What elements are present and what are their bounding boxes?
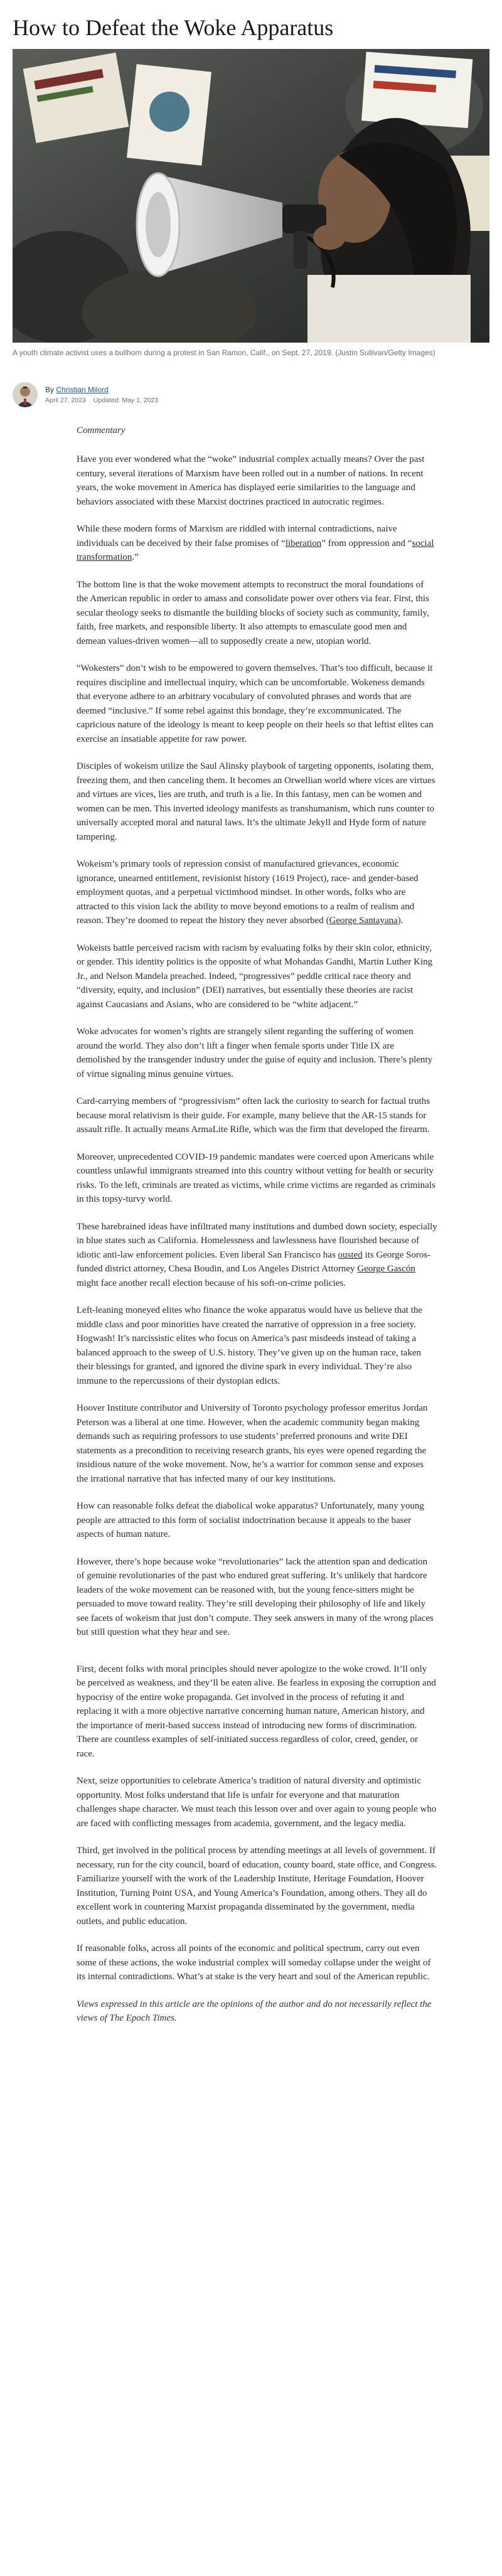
george-santayana-link[interactable]: George Santayana <box>329 916 398 926</box>
updated-date: Updated: May 1, 2023 <box>93 397 159 404</box>
text-run: might face another recall election because of his soft-on-crime policies. <box>77 1278 346 1288</box>
paragraph: Disciples of wokeism utilize the Saul Alinsky playbook of targeting opponents, isolating them, freezing them, and then canceling them. It becomes an Orwellian world where vices are virtues and virtues are vices, lies are truth, and truth is a lie. In this fantasy, men can be women and women can be men. This inverted ideology manifests as transhumanism, which runs counter to universally accepted moral and natural laws. It’s the ultimate Jekyll and Hyde form of nature tampering. <box>77 761 435 842</box>
hero-caption: A youth climate activist uses a bullhorn during a protest in San Ramon, Calif., on Sept. 27, 2019. (Justin Sullivan/Getty Images) <box>13 348 435 357</box>
text-run: .” <box>132 552 139 562</box>
article-dates <box>45 397 158 404</box>
paragraph: If reasonable folks, across all points of the economic and political spectrum, carry out even some of these actions, the woke industrial complex will someday collapse under the weight of its internal contradictions. What’s at stake is the very heart and soul of the American republic. <box>77 1943 431 1982</box>
text-run: While these modern forms of Marxism are riddled with internal contradictions, naive individuals can be deceived by their false promises of “ <box>77 524 397 548</box>
article-body <box>77 425 437 2026</box>
paragraph: Woke advocates for women’s rights are strangely silent regarding the suffering of women around the world. They also don’t lift a finger when female sports under Title IX are demolished by the transgender industry under the guise of equity and inclusion. There’s plenty of virtue signaling minus genuine virtues. <box>77 1027 433 1079</box>
paragraph <box>77 522 437 565</box>
paragraph: “Wokesters” don’t wish to be empowered to govern themselves. That’s too difficult, because it requires discipline and intellectual inquiry, which can be uncomfortable. Wokeness demands that everyone adhere to an arbitrary vocabulary of convoluted phrases and words that are deemed “inclusive.” If some rebel against this bondage, they’re excommunicated. The capricious nature of the ideology is meant to keep people on their heels so that leftist elites can exercise an insatiable appetite for raw power. <box>77 663 434 744</box>
author-link[interactable]: Christian Milord <box>56 385 109 394</box>
author-prefix: By <box>45 385 55 394</box>
byline <box>13 380 489 409</box>
text-run: Wokeism’s primary tools of repression consist of manufactured grievances, economic ignorance, unearned entitlement, revisionist history (1619 Project), race- and gender-based employment quotas, and a perpetual victimhood mindset. In other words, folks who are attracted to this vision lack the ability to move beyond emotions to a realm of realism and reason. They’re doomed to repeat the history they never absorbed ( <box>77 859 419 926</box>
paragraph: Next, seize opportunities to celebrate America’s tradition of natural diversity and optimistic opportunity. Most folks understand that life is unfair for everyone and that maturation challenges shape character. We must teach this lesson over and over again to young people who are faced with conflicting messages from academia, government, and the legacy media. <box>77 1776 437 1829</box>
paragraph: First, decent folks with moral principles should never apologize to the woke crowd. It’ll only be perceived as weakness, and they’ll be eaten alive. Be fearless in exposing the corruption and hypocrisy of the entire woke propaganda. Get involved in the process of refuting it and replacing it with a more objective narrative concerning human nature, American history, and the importance of merit-based success instead of introducing new forms of discrimination. There are countless examples of self-initiated success regardless of color, creed, gender, or race. <box>77 1664 436 1759</box>
paragraph: Third, get involved in the political process by attending meetings at all levels of government. If necessary, run for the city council, board of education, county board, state office, and Congress. Familiarize yourself with the work of the Leadership Institute, Heritage Foundation, Hoover Institution, Turning Point USA, and Young America’s Foundation, among others. They all do excellent work in countering Marxist propaganda disseminated by the government, media outlets, and public education. <box>77 1846 437 1927</box>
text-run: ). <box>397 916 403 926</box>
paragraph <box>77 1220 437 1291</box>
paragraph: The bottom line is that the woke movement attempts to reconstruct the moral foundations of the American republic in order to amass and consolidate power over others via fear. First, this secular theology seeks to dismantle the building blocks of society such as community, family, faith, free markets, and responsible liberty. It also attempts to emasculate good men and demean values-driven women—all to supposedly create a new, utopian world. <box>77 579 429 646</box>
paragraph: Have you ever wondered what the “woke” industrial complex actually means? Over the past century, several iterations of Marxism have been rolled out in a number of nations. In recent years, the woke movement in America has displayed eerie similarities to the language and behaviors associated with these Marxist doctrines practiced in autocratic regimes. <box>77 454 425 507</box>
text-run: ” from oppression and “ <box>321 538 412 548</box>
published-date: April 27, 2023 <box>45 397 86 404</box>
social-transformation-link[interactable]: social transformation <box>77 538 434 562</box>
author-avatar[interactable] <box>13 382 38 407</box>
byline-text <box>45 385 158 404</box>
disclaimer: Views expressed in this article are the opinions of the author and do not necessarily reflect the views of The Epoch Times. <box>77 1999 432 2023</box>
paragraph: Wokeists battle perceived racism with racism by evaluating folks by their skin color, ethnicity, or gender. This identity politics is the opposite of what Mohandas Gandhi, Martin Luther King Jr., and Nelson Mandela preached. Indeed, “progressives” peddle critical race theory and “diversity, equity, and inclusion” (DEI) narratives, but essentially these theories are racist against Caucasians and Asians, who are considered to be “white adjacent.” <box>77 943 433 1010</box>
paragraph: Hoover Institute contributor and University of Toronto psychology professor emeritus Jordan Peterson was a liberal at one time. However, when the academic community began making demands such as requiring professors to use students’ preferred pronouns and write DEI statements as a precondition to receiving research grants, his eyes were opened regarding the insidious nature of the woke movement. Now, he’s a warrior for common sense and exposes the irrational narrative that has infected many of our key institutions. <box>77 1403 428 1484</box>
article-title: How to Defeat the Woke Apparatus <box>13 15 334 40</box>
author-line <box>45 385 158 394</box>
paragraph: Left-leaning moneyed elites who finance the woke apparatus would have us believe that the middle class and poor minorities have created the narrative of oppression in a free society. Hogwash! It’s narcissistic elites who focus on America’s past misdeeds instead of taking a balanced approach to the sweep of U.S. history. They’ve given up on the human race, taken their blessings for granted, and ignored the divine spark in every individual. They’re also immune to the repercussions of their dystopian edicts. <box>77 1305 423 1386</box>
text-run: its George Soros-funded district attorney, Chesa Boudin, and Los Angeles District Attorney <box>77 1249 431 1274</box>
paragraph: How can reasonable folks defeat the diabolical woke apparatus? Unfortunately, many young people are attracted to this form of socialist indoctrination because it appeals to the baser aspects of human nature. <box>77 1501 424 1539</box>
paragraph: Card-carrying members of “progressivism” often lack the curiosity to search for factual truths because moral relativism is their guide. For example, many believe that the AR-15 stands for assault rifle. It actually means ArmaLite Rifle, which was the firm that developed the firearm. <box>77 1096 430 1135</box>
george-gascon-link[interactable]: George Gascón <box>357 1264 415 1274</box>
paragraph <box>77 857 437 928</box>
section-label: Commentary <box>77 425 125 436</box>
liberation-link[interactable]: liberation <box>285 538 322 548</box>
paragraph: However, there’s hope because woke “revolutionaries” lack the attention span and dedication of genuine revolutionaries of the past who endured great suffering. It’s unlikely that hardcore leaders of the woke movement can be reasoned with, but the young fence-sitters might be persuaded to move toward reality. They’re still developing their philosophy of life and likely see facets of wokeism that just don’t compute. They seek answers in many of the wrong places but still question what they hear and see. <box>77 1556 434 1637</box>
ousted-link[interactable]: ousted <box>338 1249 363 1260</box>
paragraph: Moreover, unprecedented COVID-19 pandemic mandates were coerced upon Americans while countless unlawful immigrants streamed into this country without vetting for health or security risks. To the left, criminals are treated as victims, while crime victims are regarded as criminals in this topsy-turvy world. <box>77 1152 435 1204</box>
hero-image <box>13 49 489 343</box>
text-run: These harebrained ideas have infiltrated many institutions and dumbed down society, especially in blue states such as California. Homelessness and lawlessness have flourished because of idiotic anti-law enforcement policies. Even liberal San Francisco has <box>77 1221 437 1260</box>
